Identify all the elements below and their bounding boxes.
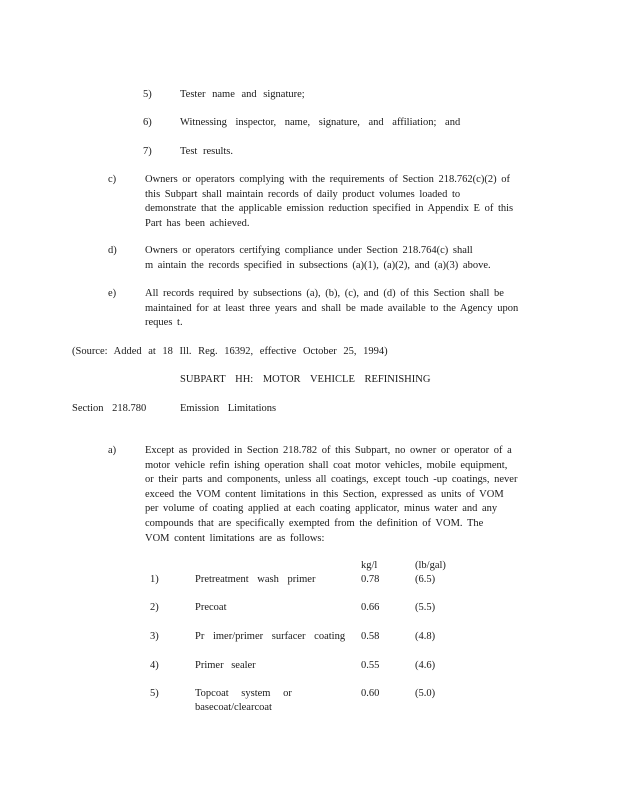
list-item-number: 5): [143, 89, 152, 100]
text-line: VOM content limitations are as follows:: [145, 532, 325, 544]
subsection-a-text: [145, 444, 543, 546]
text-line: Except as provided in Section 218.782 of this Subpart, no owner or operator of a: [145, 445, 512, 456]
text-line: compounds that are specifically exempted from the definition of VOM. The: [145, 517, 484, 529]
text-line: maintained for at least three years and shall be made available to the Agency upon: [145, 302, 519, 314]
source-note: (Source: Added at 18 Ill. Reg. 16392, effective October 25, 1994): [72, 346, 388, 357]
table-row-number: 5): [150, 688, 159, 699]
text-line: All records required by subsections (a), (b), (c), and (d) of this Section shall be: [145, 288, 504, 299]
table-row-name: Pr imer/primer surfacer coating: [195, 631, 346, 642]
table-row-number: 1): [150, 574, 159, 585]
text-line: this Subpart shall maintain records of daily product volumes loaded to: [145, 188, 461, 200]
table-row-number: 4): [150, 660, 159, 671]
subsection-label-e: e): [108, 288, 117, 299]
table-row-name-continued: basecoat/clearcoat: [195, 702, 272, 713]
table-row-lb: (5.5): [415, 602, 436, 613]
text-line: Owners or operators certifying compliance under Section 218.764(c) shall: [145, 245, 473, 256]
list-item-number: 6): [143, 117, 152, 128]
table-row-lb: (4.6): [415, 660, 436, 671]
text-line: or their parts and components, unless all coatings, except touch -up coatings, never: [145, 474, 518, 486]
table-row-kg: 0.66: [361, 602, 380, 613]
section-title: Emission Limitations: [180, 403, 277, 414]
text-line: Part has been achieved.: [145, 217, 250, 229]
table-row-name: Pretreatment wash primer: [195, 574, 316, 585]
table-row-name: Primer sealer: [195, 660, 256, 671]
table-row-name: Precoat: [195, 602, 227, 613]
list-item-text: Test results.: [180, 146, 234, 157]
text-line: exceed the VOM content limitations in this Section, expressed as units of VOM: [145, 488, 504, 500]
subpart-heading: SUBPART HH: MOTOR VEHICLE REFINISHING: [180, 374, 431, 385]
text-line: demonstrate that the applicable emission reduction specified in Appendix E of this: [145, 203, 514, 215]
table-row-lb: (6.5): [415, 574, 436, 585]
table-row-kg: 0.60: [361, 688, 380, 699]
subsection-e-text: [145, 287, 543, 331]
list-item-number: 7): [143, 146, 152, 157]
table-row-kg: 0.78: [361, 574, 380, 585]
section-number: Section 218.780: [72, 403, 147, 414]
column-header-kg: kg/l: [361, 560, 378, 571]
column-header-lb: (lb/gal): [415, 560, 446, 571]
subsection-label-d: d): [108, 245, 117, 256]
subsection-d-text: [145, 244, 543, 273]
text-line: Owners or operators complying with the requirements of Section 218.762(c)(2) of: [145, 174, 510, 185]
text-line: m aintain the records specified in subsections (a)(1), (a)(2), and (a)(3) above.: [145, 259, 491, 271]
table-row-kg: 0.58: [361, 631, 380, 642]
table-row-number: 2): [150, 602, 159, 613]
text-line: per volume of coating applied at each coating applicator, minus water and any: [145, 503, 498, 515]
text-line: motor vehicle refin ishing operation shall coat motor vehicles, mobile equipment,: [145, 459, 508, 471]
table-row-name: Topcoat system or: [195, 688, 292, 699]
table-row-number: 3): [150, 631, 159, 642]
list-item-text: Witnessing inspector, name, signature, and affiliation; and: [180, 117, 461, 128]
text-line: reques t.: [145, 317, 183, 329]
list-item-text: Tester name and signature;: [180, 89, 305, 100]
table-row-lb: (5.0): [415, 688, 436, 699]
subsection-c-text: [145, 173, 543, 231]
subsection-label-a: a): [108, 445, 117, 456]
subsection-label-c: c): [108, 174, 117, 185]
table-row-kg: 0.55: [361, 660, 380, 671]
table-row-lb: (4.8): [415, 631, 436, 642]
